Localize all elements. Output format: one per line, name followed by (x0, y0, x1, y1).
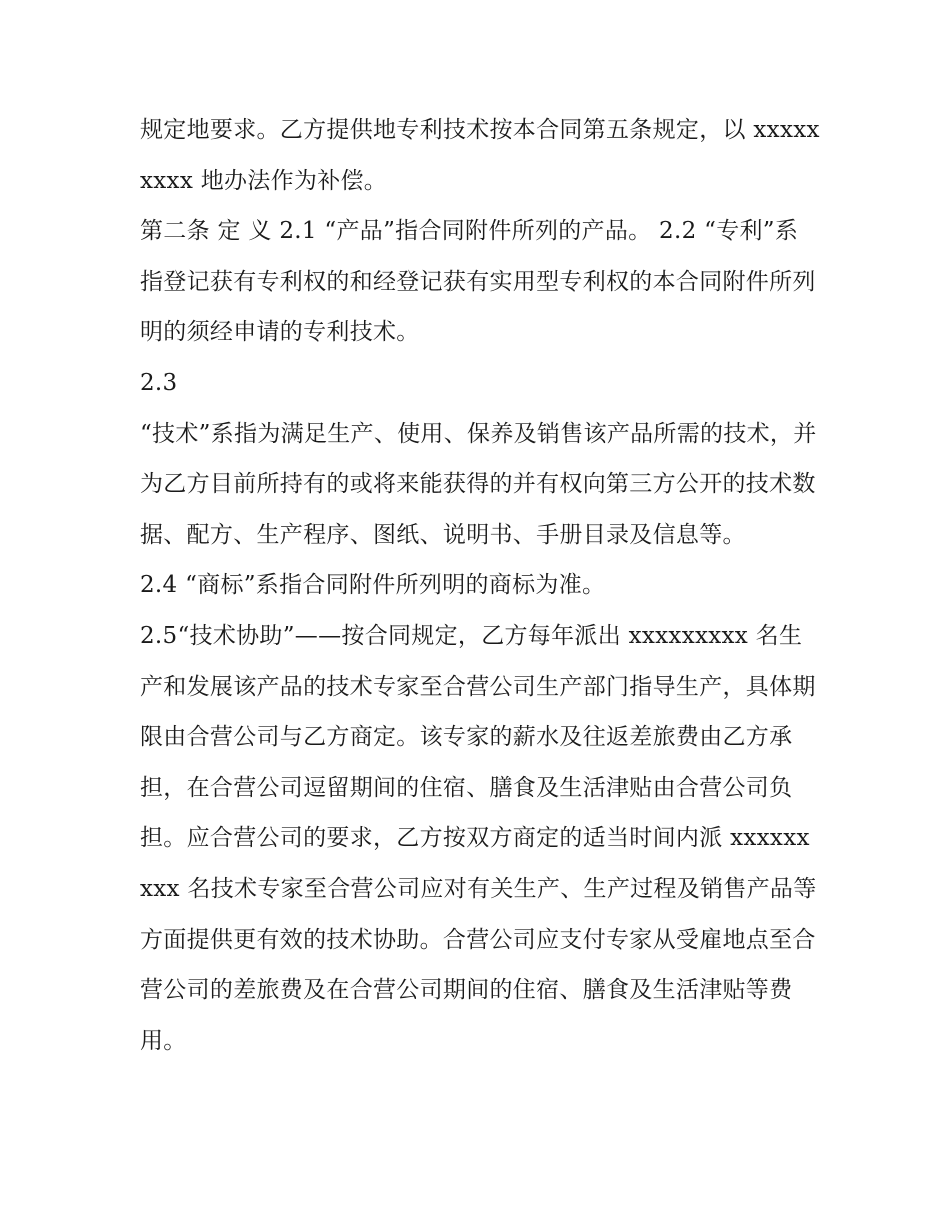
paragraph-definitions: 第二条 定 义 2.1 “产品”指合同附件所列的产品。 2.2 “专利”系指登记获有专利权的和经登记获有实用型专利权的本合同附件所列明的须经申请的专利技术。 (140, 218, 816, 346)
paragraph-technology-definition: “技术”系指为满足生产、使用、保养及销售该产品所需的技术，并为乙方目前所持有的或将来能获得的并有权向第三方公开的技术数据、配方、生产程序、图纸、说明书、手册目录及信息等。 (140, 420, 817, 548)
paragraph-section-2-3-number: 2.3 (140, 369, 178, 396)
paragraph-compensation: 规定地要求。乙方提供地专利技术按本合同第五条规定，以 xxxxxxxxx 地办法作为补偿。 (140, 117, 820, 194)
document-body (140, 105, 820, 1066)
paragraph-trademark-definition: 2.4 “商标”系指合同附件所列明的商标为准。 (140, 572, 606, 599)
paragraph-technical-assistance: 2.5“技术协助”——按合同规定，乙方每年派出 xxxxxxxxx 名生产和发展该产品的技术专家至合营公司生产部门指导生产，具体期限由合营公司与乙方商定。该专家的薪水及往返差旅费由乙方承担，在合营公司逗留期间的住宿、膳食及生活津贴由合营公司负担。应合营公司的要求，乙方按双方商定的适当时间内派 xxxxxxxxx 名技术专家至合营公司应对有关生产、生产过程及销售产品等方面提供更有效的技术协助。合营公司应支付专家从受雇地点至合营公司的差旅费及在合营公司期间的住宿、膳食及生活津贴等费用。 (140, 622, 817, 1054)
